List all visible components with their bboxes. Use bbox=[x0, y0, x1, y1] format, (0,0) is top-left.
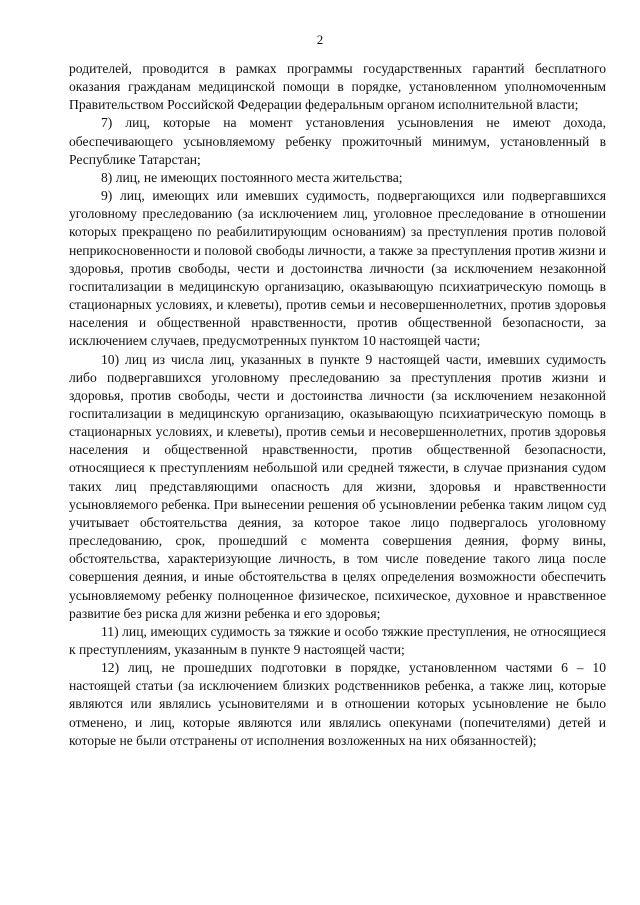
page-number: 2 bbox=[316, 32, 324, 47]
paragraph-continuation: родителей, проводится в рамках программы государственных гарантий бесплатного оказания гражданам медицинской помощи в порядке, установленном уполномоченным Правительством Российской Федерации федеральным органом исполнительной власти; bbox=[69, 61, 606, 113]
paragraph-item-7: 7) лиц, которые на момент установления усыновления не имеют дохода, обеспечивающего усыновляемому ребенку прожиточный минимум, установленный в Республике Татарстан; bbox=[69, 115, 606, 167]
paragraph-item-9: 9) лиц, имеющих или имевших судимость, подвергающихся или подвергавшихся уголовному преследованию (за исключением лиц, уголовное преследование в отношении которых прекращено по реабилитирующим основаниям) за преступления против половой неприкосновенности и половой свободы личности, а также за преступления против жизни и здоровья, против свободы, чести и достоинства личности (за исключением незаконной госпитализации в медицинскую организацию, оказывающую психиатрическую помощь в стационарных условиях, и клеветы), против семьи и несовершеннолетних, против здоровья населения и общественной нравственности, против общественной безопасности, за исключением случаев, предусмотренных пунктом 10 настоящей части; bbox=[69, 188, 606, 349]
paragraph-item-8: 8) лиц, не имеющих постоянного места жительства; bbox=[101, 169, 403, 185]
paragraph-item-11: 11) лиц, имеющих судимость за тяжкие и особо тяжкие преступления, не относящиеся к преступлениям, указанным в пункте 9 настоящей части; bbox=[69, 623, 606, 657]
paragraph-item-10: 10) лиц из числа лиц, указанных в пункте 9 настоящей части, имевших судимость либо подвергавшихся уголовному преследованию за преступления против жизни и здоровья, против свободы, чести и достоинства личности (за исключением незаконной госпитализации в медицинскую организацию, оказывающую психиатрическую помощь в стационарных условиях, и клеветы), против семьи и несовершеннолетних, против здоровья населения и общественной нравственности, против общественной безопасности, относящиеся к преступлениям небольшой или средней тяжести, в случае признания судом таких лиц представляющими опасность для жизни, здоровья и нравственности усыновляемого ребенка. При вынесении решения об усыновлении ребенка таким лицом суд учитывает обстоятельства деяния, за которое такое лицо подвергалось уголовному преследованию, срок, прошедший с момента совершения деяния, форму вины, обстоятельства, характеризующие личность, в том числе поведение такого лица после совершения деяния, и иные обстоятельства в целях определения возможности обеспечить усыновляемому ребенку полноценное физическое, психическое, духовное и нравственное развитие без риска для жизни ребенка и его здоровья; bbox=[69, 351, 606, 621]
document-body bbox=[69, 60, 606, 750]
paragraph-item-12: 12) лиц, не прошедших подготовки в порядке, установленном частями 6 – 10 настоящей статьи (за исключением близких родственников ребенка, а также лиц, которые являются или являлись усыновителями и в отношении которых усыновление не было отменено, и лиц, которые являются или являлись опекунами (попечителями) детей и которые не были отстранены от исполнения возложенных на них обязанностей); bbox=[69, 660, 606, 748]
